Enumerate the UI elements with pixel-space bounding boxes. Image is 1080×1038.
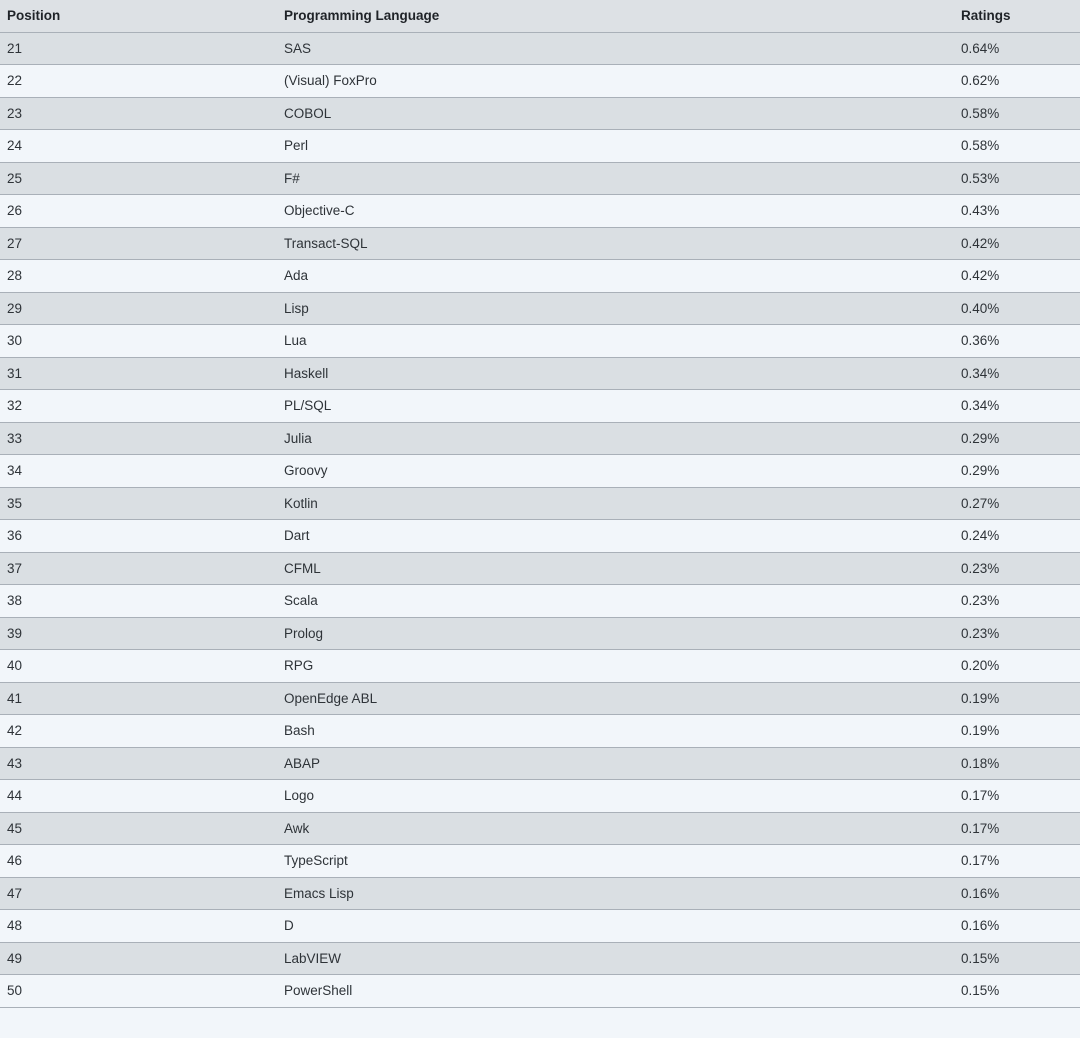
cell-language: Scala — [284, 593, 318, 609]
cell-language: Dart — [284, 528, 310, 544]
cell-language: SAS — [284, 40, 312, 56]
cell-position: 34 — [7, 463, 23, 479]
cell-language: Bash — [284, 723, 315, 739]
cell-rating: 0.15% — [961, 983, 1000, 999]
cell-language: Lisp — [284, 300, 309, 316]
cell-position: 46 — [7, 853, 23, 869]
cell-rating: 0.20% — [961, 658, 1000, 674]
table-row — [0, 325, 1080, 358]
table-row — [0, 488, 1080, 521]
cell-rating: 0.24% — [961, 528, 1000, 544]
table-row — [0, 878, 1080, 911]
cell-rating: 0.27% — [961, 495, 1000, 511]
cell-language: Julia — [284, 430, 312, 446]
table-row — [0, 910, 1080, 943]
cell-position: 37 — [7, 560, 23, 576]
cell-rating: 0.19% — [961, 690, 1000, 706]
cell-position: 44 — [7, 788, 23, 804]
cell-rating: 0.23% — [961, 593, 1000, 609]
table-row — [0, 650, 1080, 683]
cell-position: 38 — [7, 593, 23, 609]
cell-rating: 0.58% — [961, 105, 1000, 121]
cell-language: Transact-SQL — [284, 235, 368, 251]
cell-rating: 0.23% — [961, 625, 1000, 641]
cell-rating: 0.16% — [961, 918, 1000, 934]
cell-rating: 0.34% — [961, 398, 1000, 414]
cell-position: 36 — [7, 528, 23, 544]
table-header-row — [0, 0, 1080, 33]
table-row — [0, 98, 1080, 131]
table-row — [0, 520, 1080, 553]
cell-position: 31 — [7, 365, 23, 381]
cell-rating: 0.53% — [961, 170, 1000, 186]
header-language[interactable]: Programming Language — [284, 8, 440, 24]
cell-language: OpenEdge ABL — [284, 690, 378, 706]
cell-position: 41 — [7, 690, 23, 706]
table-row — [0, 228, 1080, 261]
cell-position: 21 — [7, 40, 23, 56]
table-row — [0, 195, 1080, 228]
cell-language: Haskell — [284, 365, 329, 381]
table-row — [0, 715, 1080, 748]
cell-position: 24 — [7, 138, 23, 154]
header-position[interactable]: Position — [7, 8, 61, 24]
cell-language: D — [284, 918, 294, 934]
cell-rating: 0.17% — [961, 853, 1000, 869]
cell-rating: 0.58% — [961, 138, 1000, 154]
cell-rating: 0.17% — [961, 788, 1000, 804]
cell-position: 50 — [7, 983, 23, 999]
cell-language: Logo — [284, 788, 315, 804]
cell-language: Perl — [284, 138, 309, 154]
table-row — [0, 813, 1080, 846]
table-row — [0, 423, 1080, 456]
cell-position: 32 — [7, 398, 23, 414]
cell-position: 45 — [7, 820, 23, 836]
table-row — [0, 390, 1080, 423]
cell-rating: 0.16% — [961, 885, 1000, 901]
cell-rating: 0.62% — [961, 73, 1000, 89]
cell-language: F# — [284, 170, 300, 186]
table-row — [0, 293, 1080, 326]
table-row — [0, 780, 1080, 813]
cell-language: ABAP — [284, 755, 321, 771]
cell-rating: 0.43% — [961, 203, 1000, 219]
cell-rating: 0.19% — [961, 723, 1000, 739]
cell-position: 27 — [7, 235, 23, 251]
cell-rating: 0.42% — [961, 268, 1000, 284]
table-row — [0, 845, 1080, 878]
cell-position: 47 — [7, 885, 23, 901]
table-row — [0, 618, 1080, 651]
cell-rating: 0.23% — [961, 560, 1000, 576]
cell-language: Awk — [284, 820, 310, 836]
cell-language: Lua — [284, 333, 307, 349]
cell-language: Groovy — [284, 463, 328, 479]
cell-language: TypeScript — [284, 853, 348, 869]
cell-position: 35 — [7, 495, 23, 511]
cell-position: 43 — [7, 755, 23, 771]
cell-language: LabVIEW — [284, 950, 342, 966]
header-ratings[interactable]: Ratings — [961, 8, 1011, 24]
cell-language: RPG — [284, 658, 314, 674]
cell-rating: 0.64% — [961, 40, 1000, 56]
table-body — [0, 33, 1080, 1008]
cell-position: 23 — [7, 105, 23, 121]
table-row — [0, 455, 1080, 488]
cell-language: Prolog — [284, 625, 324, 641]
table-row — [0, 163, 1080, 196]
table-row — [0, 943, 1080, 976]
cell-rating: 0.18% — [961, 755, 1000, 771]
cell-position: 22 — [7, 73, 23, 89]
table-row — [0, 65, 1080, 98]
table-row — [0, 585, 1080, 618]
table-row — [0, 358, 1080, 391]
cell-rating: 0.15% — [961, 950, 1000, 966]
cell-language: COBOL — [284, 105, 332, 121]
cell-language: (Visual) FoxPro — [284, 73, 377, 89]
cell-position: 25 — [7, 170, 23, 186]
cell-rating: 0.40% — [961, 300, 1000, 316]
cell-position: 40 — [7, 658, 23, 674]
cell-position: 26 — [7, 203, 23, 219]
cell-language: CFML — [284, 560, 321, 576]
table-row — [0, 683, 1080, 716]
cell-position: 39 — [7, 625, 23, 641]
cell-language: PL/SQL — [284, 398, 332, 414]
cell-position: 48 — [7, 918, 23, 934]
cell-position: 30 — [7, 333, 23, 349]
cell-language: Kotlin — [284, 495, 318, 511]
cell-rating: 0.29% — [961, 430, 1000, 446]
table-row — [0, 260, 1080, 293]
cell-rating: 0.17% — [961, 820, 1000, 836]
cell-rating: 0.29% — [961, 463, 1000, 479]
table-row — [0, 130, 1080, 163]
cell-position: 29 — [7, 300, 23, 316]
cell-rating: 0.36% — [961, 333, 1000, 349]
table-row — [0, 553, 1080, 586]
cell-language: Objective-C — [284, 203, 355, 219]
table-row — [0, 748, 1080, 781]
cell-position: 33 — [7, 430, 23, 446]
table-row — [0, 33, 1080, 66]
cell-position: 28 — [7, 268, 23, 284]
cell-rating: 0.34% — [961, 365, 1000, 381]
cell-position: 42 — [7, 723, 23, 739]
cell-language: Ada — [284, 268, 309, 284]
cell-language: PowerShell — [284, 983, 353, 999]
cell-language: Emacs Lisp — [284, 885, 354, 901]
table-row — [0, 975, 1080, 1008]
cell-rating: 0.42% — [961, 235, 1000, 251]
cell-position: 49 — [7, 950, 23, 966]
